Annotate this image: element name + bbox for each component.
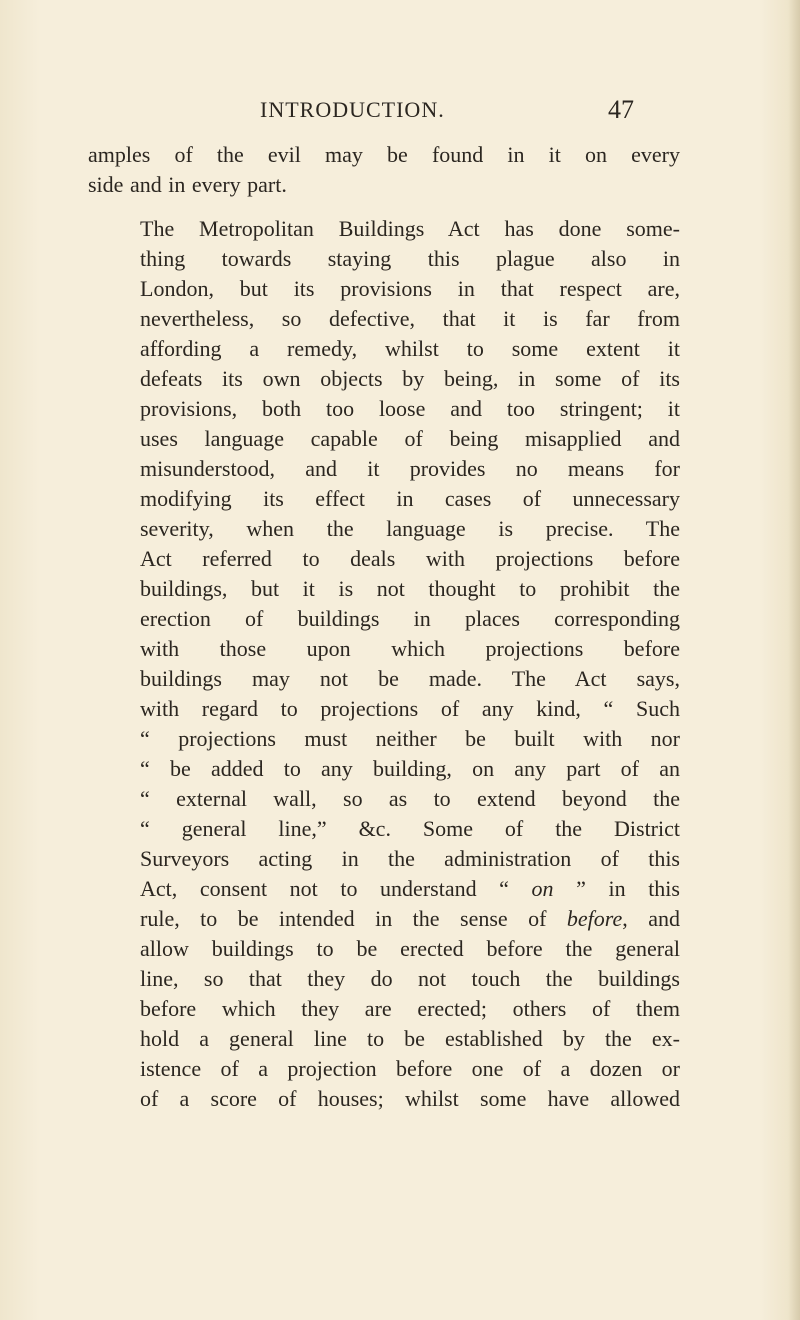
text-line: “ general line,” &c. Some of the District bbox=[140, 816, 680, 841]
page-header bbox=[0, 90, 800, 130]
text-line: buildings, but it is not thought to prohibit the bbox=[140, 576, 680, 601]
text-line: Surveyors acting in the administration of this bbox=[140, 846, 680, 871]
text-line: with regard to projections of any kind, “ Such bbox=[140, 696, 680, 721]
text-line: “ external wall, so as to extend beyond the bbox=[140, 786, 680, 811]
text-line: Act referred to deals with projections before bbox=[140, 546, 680, 571]
running-head: INTRODUCTION. bbox=[260, 97, 445, 122]
text-line: of a score of houses; whilst some have allowed bbox=[140, 1086, 680, 1111]
text-line: line, so that they do not touch the buildings bbox=[140, 966, 680, 991]
text-line: before which they are erected; others of them bbox=[140, 996, 680, 1021]
page-edge-shadow bbox=[788, 0, 800, 1320]
italic-word: on bbox=[531, 876, 554, 901]
text-line: Act, consent not to understand “ on ” in this bbox=[140, 876, 680, 901]
text-line: with those upon which projections before bbox=[140, 636, 680, 661]
text-line: modifying its effect in cases of unnecessary bbox=[140, 486, 680, 511]
text-line: provisions, both too loose and too stringent; it bbox=[140, 396, 680, 421]
paragraph-1 bbox=[88, 140, 680, 200]
text-line: buildings may not be made. The Act says, bbox=[140, 666, 680, 691]
text-line: affording a remedy, whilst to some extent it bbox=[140, 336, 680, 361]
text-line: allow buildings to be erected before the general bbox=[140, 936, 680, 961]
text-line: uses language capable of being misapplied and bbox=[140, 426, 680, 451]
text-line: istence of a projection before one of a dozen or bbox=[140, 1056, 680, 1081]
body-text bbox=[88, 140, 680, 1114]
text-line: nevertheless, so defective, that it is far from bbox=[140, 306, 680, 331]
text-line: defeats its own objects by being, in some of its bbox=[140, 366, 680, 391]
text-line: thing towards staying this plague also in bbox=[140, 246, 680, 271]
text-line: rule, to be intended in the sense of before, and bbox=[140, 906, 680, 931]
text-line: severity, when the language is precise. The bbox=[140, 516, 680, 541]
italic-word: before bbox=[566, 906, 623, 931]
page-number: 47 bbox=[608, 95, 634, 124]
text-line: side and in every part. bbox=[88, 172, 287, 197]
text-line: The Metropolitan Buildings Act has done some- bbox=[140, 216, 680, 241]
text-line: erection of buildings in places corresponding bbox=[140, 606, 680, 631]
text-line: amples of the evil may be found in it on every bbox=[88, 142, 680, 167]
text-line: hold a general line to be established by the ex- bbox=[140, 1026, 680, 1051]
text-line: misunderstood, and it provides no means for bbox=[140, 456, 680, 481]
text-line: “ be added to any building, on any part of an bbox=[140, 756, 680, 781]
text-line: London, but its provisions in that respect are, bbox=[140, 276, 680, 301]
text-line: “ projections must neither be built with nor bbox=[140, 726, 680, 751]
paragraph-2 bbox=[88, 214, 680, 1114]
